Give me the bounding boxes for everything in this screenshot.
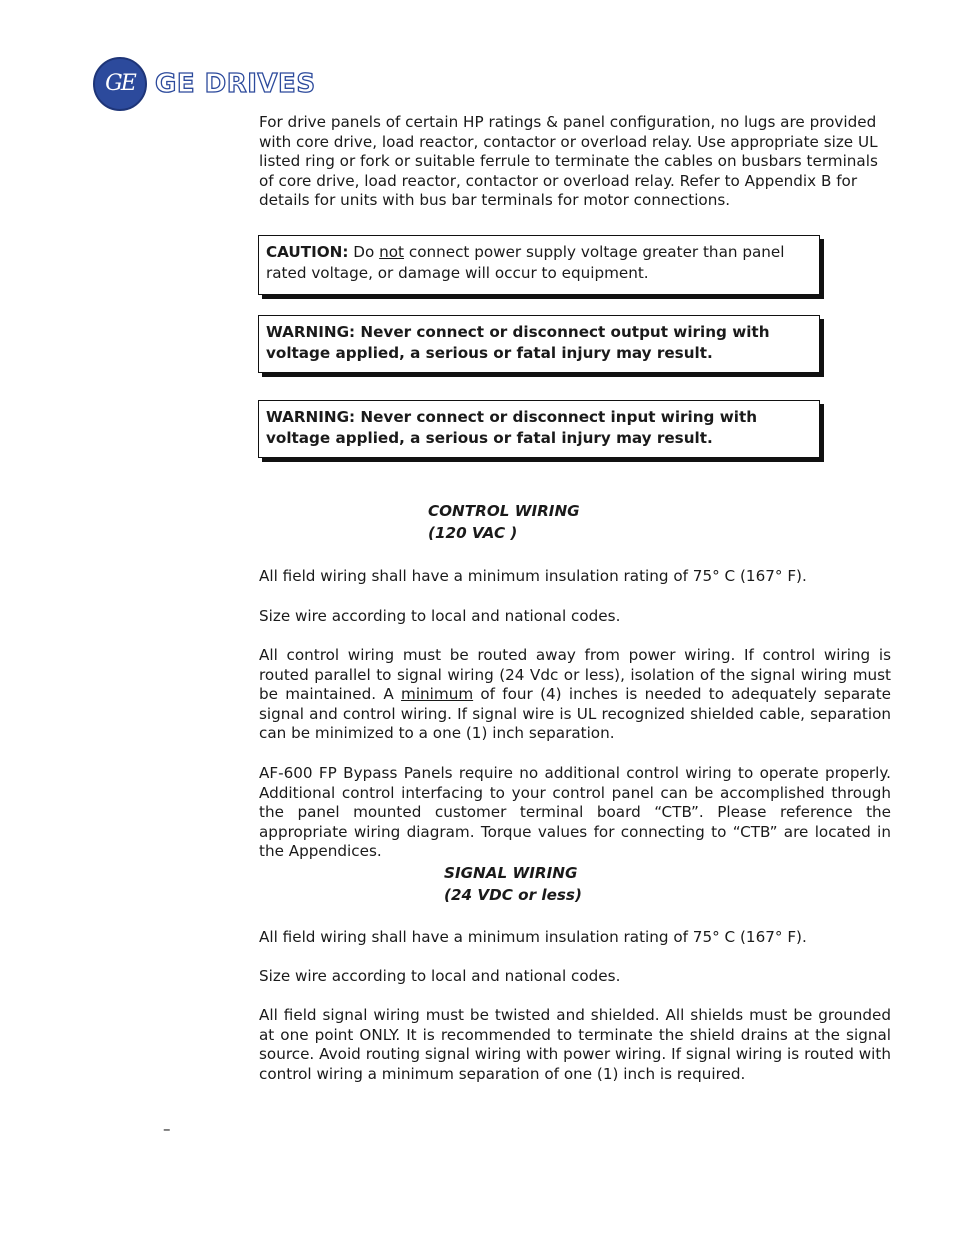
control-size-wire-text: Size wire according to local and national codes.	[259, 607, 621, 625]
signal-twisted-paragraph: All field signal wiring must be twisted and shielded. All shields must be grounded at one point ONLY. It is recommended to terminate the shield drains at the signal source. Avoid routing signal wiring with power wiring. If signal wiring is routed with control wiring a minimum separation of one (1) inch is required.	[259, 1006, 891, 1083]
warning-output-text: WARNING: Never connect or disconnect output wiring with voltage applied, a serious or fatal injury may result.	[266, 323, 770, 362]
warning-input-text: WARNING: Never connect or disconnect input wiring with voltage applied, a serious or fatal injury may result.	[266, 408, 758, 447]
warning-output-box	[258, 315, 820, 373]
signal-wiring-title: SIGNAL WIRING	[444, 864, 578, 882]
signal-wiring-subtitle: (24 VDC or less)	[444, 885, 582, 904]
control-wiring-subtitle: (120 VAC )	[428, 523, 518, 542]
routing-text-post: of four (4) inches is needed to adequately separate signal and control wiring. If signal wire is UL recognized shielded cable, separation can be minimized to a one (1) inch separation.	[259, 685, 891, 743]
caution-text-post: connect power supply voltage greater than panel rated voltage, or damage will occur to equipment.	[266, 243, 785, 282]
control-wiring-heading	[428, 501, 580, 544]
warning-input-box	[258, 400, 820, 458]
control-insulation-text: All field wiring shall have a minimum insulation rating of 75° C (167° F).	[259, 567, 807, 585]
caution-label: CAUTION:	[266, 243, 349, 261]
ge-drives-logo	[93, 57, 323, 113]
routing-text-pre: All control wiring must be routed away from power wiring. If control wiring is routed parallel to signal wiring (24 Vdc or less), isolation of the signal wiring must be maintained. A	[259, 646, 891, 704]
signal-insulation-text: All field wiring shall have a minimum insulation rating of 75° C (167° F).	[259, 928, 807, 946]
logo-monogram: GE	[105, 71, 135, 96]
caution-text-pre: Do	[348, 243, 380, 261]
logo-text: GE DRIVES	[155, 69, 316, 99]
footer-mark: –	[163, 1120, 171, 1138]
bypass-panels-paragraph: AF-600 FP Bypass Panels require no additional control wiring to operate properly. Additional control interfacing to your control panel can be accomplished through the panel mounted customer terminal board “CTB”. Please reference the appropriate wiring diagram. Torque values for connecting to “CTB” are located in the Appendices.	[259, 764, 891, 861]
intro-paragraph: For drive panels of certain HP ratings & panel configuration, no lugs are provided with core drive, load reactor, contactor or overload relay. Use appropriate size UL listed ring or fork or suitable ferrule to terminate the cables on busbars terminals of core drive, load reactor, contactor or overload relay. Refer to Appendix B for details for units with bus bar terminals for motor connections.	[259, 113, 878, 210]
signal-size-wire-text: Size wire according to local and national codes.	[259, 967, 621, 985]
routing-emphasis: minimum	[401, 685, 474, 704]
caution-box	[258, 235, 820, 295]
control-wiring-title: CONTROL WIRING	[428, 502, 580, 520]
control-routing-paragraph	[259, 646, 891, 744]
signal-wiring-heading	[444, 863, 582, 906]
caution-emphasis: not	[379, 243, 405, 261]
